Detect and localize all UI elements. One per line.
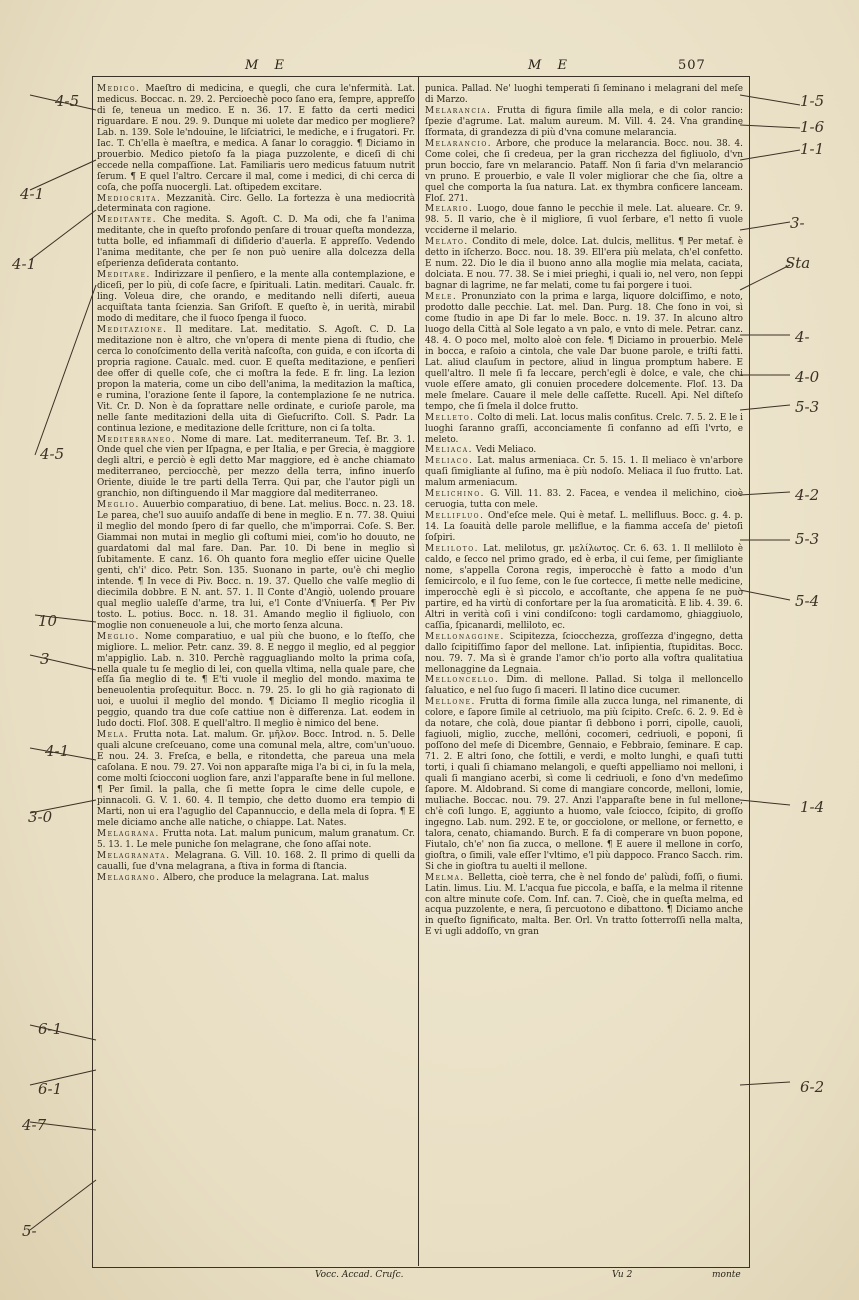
- dictionary-entry: [425, 489, 743, 511]
- entry-headword: Melario.: [425, 204, 474, 215]
- dictionary-entry: [425, 544, 743, 632]
- entry-headword: Meditare.: [97, 270, 151, 281]
- entry-headword: Melagranata.: [97, 850, 171, 861]
- dictionary-entry: [97, 851, 415, 873]
- entry-headword: Melagrana.: [97, 828, 160, 839]
- entry-definition: Indirizzare il penſiero, e la mente alla contemplazione, e diceſi, per lo più, di coſe ſacre, e ſpirituali. Latin. meditari. Caualc. fr. ling. Voleua dire, che orando, e meditando nelli diſerti, aueua acquiſtata tanta ſcienzia. San Griſoſt. E queſto è, in uerità, mirabil modo di meditare, che il fuoco ſpenga il fuoco.: [97, 270, 415, 325]
- entry-headword: Mediocrita.: [97, 193, 162, 204]
- dictionary-entry: [97, 435, 415, 501]
- handwritten-margin-note: 4-5: [55, 92, 80, 110]
- entry-definition: Pronunziato con la prima e larga, liquore dolciſſimo, e noto, prodotto dalle pecchie. Lat. mel. Dan. Purg. 18. Che ſono in voi, sì come ſtudio in ape Di far lo mele. Bocc. n. 19. 37. In alcuno altro luogo della Città al Sole legato a vn palo, e vnto di mele. Petrar. canz. 48. 4. O poco mel, molto aloè con fele. ¶ Diciamo in prouerbio. Mele in bocca, e raſoio a cintola, che vale Dar buone parole, e triſti fatti. Lat. aliud clauſum in pectore, aliud in lingua promptum habere. E quell'altro. Il mele ſi fa leccare, perch'egli è dolce, e vale, che chi vuole eſſere amato, gli conuien procedere dolcemente. Floſ. 13. Da mele ſmelare. Cauare il mele delle caſſette. Rucell. Api. Nel diſteſo tempo, che ſi ſmela il dolce frutto.: [425, 292, 743, 412]
- dictionary-entry: [97, 873, 415, 884]
- dictionary-entry: [97, 632, 415, 731]
- dictionary-entry: [97, 270, 415, 325]
- entry-definition: punica. Pallad. Ne' luoghi temperati ſi ſeminano i melagrani del meſe di Marzo.: [425, 84, 743, 105]
- dictionary-entry: [425, 292, 743, 412]
- entry-headword: Meditazione.: [97, 324, 168, 335]
- entry-headword: Melma.: [425, 872, 465, 883]
- entry-headword: Meliaco.: [425, 456, 474, 467]
- handwritten-margin-note: 3-0: [28, 808, 53, 826]
- dictionary-entry: [425, 237, 743, 292]
- entry-definition: Colto di meli. Lat. locus malis conſitus. Crelc. 7. 5. 2. E le i luoghi ſaranno graſſi, acconciamente ſi confanno ad eſſi l'vrto, e meleto.: [425, 412, 743, 445]
- handwritten-margin-note: 4-2: [795, 486, 820, 504]
- entry-headword: Meglio.: [97, 631, 140, 642]
- page-number: 507: [678, 58, 706, 73]
- entry-headword: Mela.: [97, 730, 130, 741]
- entry-headword: Mele.: [425, 292, 458, 303]
- entry-definition: Il meditare. Lat. meditatio. S. Agoſt. C. D. La meditazione non è altro, che vn'opera di mente piena di ſtudio, che cerca lo conoſcimento della verità naſcoſta, con guida, e con iſcorta di propria ragione. Caualc. med. cuor. E queſta meditazione, e penſieri dee offer di quelle coſe, che ci moſtra la fede. E fr. ling. La lezion propon la materia, come un cibo dell'anima, la meditazion la maſtica, e rumina, l'orazione ſente il ſapore, la contemplazione ſe ne nutrica. Vit. Cr. D. Non è da ſoprattare nelle ordinate, e curioſe parole, ma nelle ſante meditazioni della uita di Gieſucriſto. Coll. S. Padr. La continua lezione, e meditazione delle ſcritture, non ci ſa tolta.: [97, 324, 415, 434]
- entry-definition: Frutta nota. Lat. malum. Gr. μῆλον. Bocc. Introd. n. 5. Delle quali alcune creſceuano, come una comunal mela, altre, com'un'uouo. E nou. 24. 3. Freſca, e bella, e ritondetta, che pareua una mela caſolana. E nou. 79. 27. Voi non apparaſte miga l'a bi ci, in ſu la mela, come molti ſciocconi uoglion fare, anzi l'apparaſte bene in ſul mellone. ¶ Per ſimil. la palla, che ſi mette ſopra le cime delle cupole, e pinnacoli. G. V. 1. 60. 4. Il tempio, che detto duomo era tempio di Marti, non ui era l'aguglio del Capannuccio, e della mela di ſopra. ¶ E mele diciamo anche alle natiche, o chiappe. Lat. Nates.: [97, 730, 415, 828]
- dictionary-entry: [425, 413, 743, 446]
- entry-headword: Medico.: [97, 84, 141, 94]
- handwritten-margin-note: 4-0: [795, 368, 820, 386]
- dictionary-entry: [425, 511, 743, 544]
- footer-signature: Vu 2: [612, 1270, 633, 1280]
- entry-definition: Dim. di mellone. Pallad. Si tolga il melloncello ſaluatico, e nel ſuo ſugo ſi maceri. Il latino dice cucumer.: [425, 675, 743, 697]
- handwritten-margin-note: 4-1: [20, 185, 45, 203]
- entry-headword: Meditante.: [97, 215, 158, 226]
- handwritten-margin-note: 1-4: [800, 798, 825, 816]
- entry-definition: Nome di mare. Lat. mediterraneum. Teſ. Br. 3. 1. Onde quel che vien per Iſpagna, e per Italia, e per Grecia, è maggiore degli altri, e perciò è egli detto Mar maggiore, ed è anche chiamato mediterraneo, perciocchè, per mezzo della terra, infino inuerſo Oriente, diuide le tre parti della Terra. Qui par, che l'autor pigli un granchio, non diſtinguendo il Mar maggiore dal mediterraneo.: [97, 434, 415, 500]
- entry-definition: Frutta nota. Lat. malum punicum, malum granatum. Cr. 5. 13. 1. Le mele puniche ſon melagrane, che ſono aſſai note.: [97, 828, 415, 850]
- handwritten-margin-note: 4-1: [12, 255, 37, 273]
- dictionary-entry: [97, 194, 415, 216]
- dictionary-entry: [425, 675, 743, 697]
- handwritten-margin-note: 4-7: [22, 1116, 47, 1134]
- entry-headword: Mellifluo.: [425, 511, 485, 522]
- entry-definition: Luogo, doue fanno le pecchie il mele. Lat. alueare. Cr. 9. 98. 5. Il vario, che è il migliore, ſi vuol ſerbare, e'l netto ſi vuole vcciderne il melario.: [425, 204, 743, 237]
- header-left: M E: [245, 58, 290, 73]
- dictionary-entry: [425, 632, 743, 676]
- dictionary-entry: [425, 445, 743, 456]
- dictionary-entry: [97, 325, 415, 435]
- footer-catchwords: Vocc. Accad. Cruſc.: [315, 1270, 404, 1280]
- entry-headword: Melleto.: [425, 412, 475, 423]
- entry-definition: G. Vill. 11. 83. 2. Facea, e vendea il melichino, cioè ceruogia, tutta con mele.: [425, 489, 743, 511]
- handwritten-margin-note: 5-3: [795, 398, 820, 416]
- handwritten-margin-note: 10: [38, 612, 58, 630]
- entry-definition: Lat. malus armeniaca. Cr. 5. 15. 1. Il meliaco è vn'arbore quaſi ſimigliante al ſuſino, ma è più nodoſo. Meliaca il ſuo frutto. Lat. malum armeniacum.: [425, 456, 743, 489]
- entry-definition: Lat. melilotus, gr. μελίλωτος. Cr. 6. 63. 1. Il melliloto è caldo, e ſecco nel primo grado, ed è erba, il cui ſeme, per ſimigliante nome, s'appella Corona regis, imperocchè è fatto a modo d'un ſemicircolo, e il ſuo ſeme, con le ſue cortecce, ſi mette nelle medicine, imperocchè egli è sì piccolo, e accoſtante, che appena ſe ne può partire, ed ha virtù di confortare per la ſua aromaticità. E lib. 4. 39. 6. Altri in verità coſi i vini condiſcono: togli cardamomo, ghiaggiuolo, caſſia, ſpicanardi, melliloto, ec.: [425, 544, 743, 631]
- handwritten-margin-note: 5-: [22, 1222, 37, 1240]
- entry-definition: Frutta di forma ſimile alla zucca lunga, nel rimanente, di colore, e ſapore ſimile al cetriuolo, ma più ſcipito. Creſc. 6. 2. 9. Ed è da notare, che colà, doue piantar ſi debbono i porri, cipolle, cauoli, fagiuoli, miglio, zucche, mellóni, cocomeri, cedriuoli, e poponi, ſi poſſono del meſe di Dicembre, Gennaio, e Febbraio, ſeminare. E cap. 71. 2. E altri ſono, che ſottili, e verdi, e molto lunghi, e quaſi tutti torti, i quali ſi chiamano melangoli, e queſti appelliamo noi melloni, i quali ſi mangiano acerbi, sì come li cedriuoli, e ſono d'vn medeſimo ſapore. M. Aldobrand. Si come di mangiare concorde, melloni, lomie, muliache. Boccac. nou. 79. 27. Anzi l'apparaſte bene in ſul mellone, ch'è coſi lungo. E, aggiunto a huomo, vale ſciocco, ſcipito, di groſſo ingegno. Lab. num. 292. E te, or gocciolone, or mellone, or fernetto, e talora, cenato, chiamando. Burch. E fa di comperare vn buon popone, Fiutalo, ch'e' non ſia zucca, o mellone. ¶ E auere il mellone in corſo, gioſtra, o ſimili, vale eſſer l'vltimo, e'l più dappoco. Franco Sacch. rim. Si che in gioſtra tu auelti il mellone.: [425, 697, 743, 872]
- entry-definition: Ond'eſce mele. Qui è metaf. L. mellifluus. Bocc. g. 4. p. 14. La ſoauità delle parole melliflue, e la fiamma acceſa de' pietoſi ſoſpiri.: [425, 511, 743, 544]
- entry-headword: Mediterraneo.: [97, 434, 177, 445]
- dictionary-entry: [97, 500, 415, 631]
- entry-definition: Vedi Meliaco.: [472, 445, 537, 456]
- entry-definition: Auuerbio comparatiuo, di bene. Lat. melius. Bocc. n. 23. 18. Le parea, che'l suo auuiſo andaſſe di bene in meglio. E n. 77. 38. Quiui il meglio del mondo ſpero di far quello, che m'imporrai. Coſe. S. Ber. Giammai non mutai in meglio gli coſtumi miei, com'io ho douuto, ne guardatomi dal mal fare. Dan. Par. 10. Di bene in meglio sì ſubitamente. E canz. 16. Oh quanto fora meglio eſſer uicine Quelle genti, ch'i' dico. Petr. Son. 135. Suonano in parte, ou'è chi meglio intende. ¶ In vece di Piv. Bocc. n. 19. 37. Quello che valſe meglio di diecimila dobbre. E N. ant. 57. 1. Il Conte d'Angiò, uolendo prouare qual meglio ualeſſe d'arme, tra lui, e'l Conte d'Vniuerſa. ¶ Per Piv tosto. L. potius. Bocc. n. 18. 31. Amando meglio il figliuolo, con moglie non conueneuole a lui, che morto ſenza alcuna.: [97, 500, 415, 631]
- handwritten-margin-note: 5-3: [795, 530, 820, 548]
- entry-headword: Mellonaggine.: [425, 631, 505, 642]
- dictionary-entry: [97, 730, 415, 829]
- handwritten-margin-note: 6-2: [800, 1078, 825, 1096]
- handwritten-margin-note: 4-: [795, 328, 810, 346]
- dictionary-entry: [425, 697, 743, 872]
- handwritten-margin-note: 3: [40, 650, 50, 668]
- handwritten-margin-note: 1-1: [800, 140, 825, 158]
- entry-headword: Melloncello.: [425, 675, 500, 686]
- handwritten-margin-note: 4-1: [45, 742, 70, 760]
- dictionary-entry: [97, 215, 415, 270]
- entry-headword: Melarancia.: [425, 105, 492, 116]
- entry-headword: Meliaca.: [425, 445, 473, 456]
- entry-headword: Melato.: [425, 237, 469, 248]
- handwritten-margin-note: 1-6: [800, 118, 825, 136]
- handwritten-margin-note: 1-5: [800, 92, 825, 110]
- dictionary-entry: [425, 139, 743, 205]
- handwritten-margin-note: 6-1: [38, 1020, 63, 1038]
- entry-headword: Meglio.: [97, 500, 140, 511]
- handwritten-margin-note: 5-4: [795, 592, 820, 610]
- running-header: [90, 58, 750, 78]
- dictionary-entry: [425, 204, 743, 237]
- entry-definition: Condito di mele, dolce. Lat. dulcis, mellitus. ¶ Per metaf. è detto in iſcherzo. Bocc. nou. 18. 39. Ell'era più melata, ch'el confetto. E num. 22. Dio le dia il buono anno alla moglie mia melata, caciata, dolciata. E nou. 77. 38. Se i miei prieghi, i quali io, nel vero, non ſeppi bagnar di lagrime, ne far melati, come tu fai porgere i tuoi.: [425, 237, 743, 292]
- footer-catchword-next: monte: [712, 1270, 741, 1280]
- dictionary-entry: [425, 873, 743, 939]
- entry-headword: Meliloto.: [425, 544, 479, 555]
- dictionary-entry: [425, 106, 743, 139]
- dictionary-entry: [97, 84, 415, 194]
- entry-definition: Che medita. S. Agoſt. C. D. Ma odi, che fa l'anima meditante, che in queſto profondo penſare di trouar queſta mondezza, tutta bolle, ed infiammaſi di diſiderio d'auerla. E appreſſo. Vedendo l'anima meditante, che per ſe non può uenire alla dolcezza della eſperienza deſiderata contanto.: [97, 215, 415, 270]
- entry-definition: Nome comparatiuo, e ual più che buono, e lo ſteſſo, che migliore. L. melior. Petr. canz. 39. 8. E neggo il meglio, ed al peggior m'appiglio. Lab. n. 310. Perchè ragguagliando molto la prima coſa, nella quale tu ſe meglio di lei, con quella vltima, nella quale pare, che eſſa ſia meglio di te. ¶ E'ti vuole il meglio del mondo. maxima te beneuolentia proſequitur. Bocc. n. 79. 25. Io gli ho già ragionato di uoi, e uuolui il meglio del mondo. ¶ Diciamo Il meglio ricoglia il peggio, quando tra due coſe cattiue non è differenza. Lat. eodem in ludo docti. Floſ. 308. E quell'altro. Il meglio è nimico del bene.: [97, 631, 415, 730]
- entry-definition: Scipitezza, ſciocchezza, groſſezza d'ingegno, detta dallo ſcipitiſſimo ſapor del mellone. Lat. inſipientia, ſtupiditas. Bocc. nou. 79. 7. Ma sì è grande l'amor ch'io porto alla voſtra qualitatiua mellonaggine da Legnaia.: [425, 631, 743, 675]
- entry-headword: Melarancio.: [425, 138, 493, 149]
- entry-definition: Melagrana. G. Vill. 10. 168. 2. Il primo di quelli da caualli, ſue d'vna melagrana, a ſtiva in forma di ſtancia.: [97, 850, 415, 872]
- handwritten-margin-note: 3-: [790, 214, 805, 232]
- header-right: M E: [528, 58, 573, 73]
- dictionary-entry: [425, 456, 743, 489]
- entry-headword: Mellone.: [425, 697, 476, 708]
- column-divider: [418, 76, 419, 1266]
- handwritten-margin-note: Sta: [785, 254, 811, 272]
- entry-definition: Belletta, cioè terra, che è nel fondo de' palùdi, foſſi, o fiumi. Latin. limus. Liu. M. L'acqua fue piccola, e baſſa, e la melma il ritenne con altre minute coſe. Com. Inf. can. 7. Cioè, che in queſta melma, ed acqua puzzolente, e nera, ſi percuotono e dibattono. ¶ Diciamo anche in queſto ſignificato, malta. Ber. Orl. Vn tratto ſotterroſſi nella malta, E vi ugli addoſſo, vn gran: [425, 872, 743, 938]
- entry-definition: Mezzanità. Circ. Gello. La fortezza è una mediocrità determinata con ragione.: [97, 193, 415, 215]
- entry-definition: Arbore, che produce la melarancia. Bocc. nou. 38. 4. Come colei, che ſi credeua, per la gran ricchezza del figliuolo, d'vn prun boccio, fare vn melarancio. Pataff. Non ſi faria d'vn melarancio vn pruno. E prouerbio, e vale Il voler migliorar che che ſia, oltre a quel che comporta la ſua natura. Lat. ex thymbra conficere lanceam. Floſ. 271.: [425, 138, 743, 204]
- right-column: [425, 84, 743, 938]
- entry-headword: Melichino.: [425, 489, 486, 500]
- dictionary-entry: [425, 84, 743, 106]
- handwritten-margin-note: 4-5: [40, 445, 65, 463]
- entry-definition: Maeſtro di medicina, e quegli, che cura le'nfermità. Lat. medicus. Boccac. n. 29. 2. Percioechè poco ſano era, ſempre, appreſſo di ſe, teneua un medico. E n. 36. 17. E fatto da certi medici riguardare. E nou. 29. 9. Dunque mi uolete dar medico per mogliere? Lab. n. 139. Sole le'ndouine, le liſciatrici, le mediche, e i frugatori. Fr. Iac. T. Ch'ella è maeſtra, e medica. A ſanar lo coraggio. ¶ Diciamo in prouerbio. Medico pietoſo fa la piaga puzzolente, e diceſi di chi eccede nella compaſſione. Lat. Familiaris uero medicus fatuum nutrit ſerum. ¶ E quel l'altro. Cercare il mal, come i medici, di chi cerca di coſa, che poſſa nuocergli. Lat. oſtipedem excitare.: [97, 84, 415, 193]
- entry-headword: Melagrano.: [97, 872, 161, 883]
- handwritten-margin-note: 6-1: [38, 1080, 63, 1098]
- dictionary-entry: [97, 829, 415, 851]
- left-column: [97, 84, 415, 884]
- entry-definition: Frutta di figura ſimile alla mela, e di color rancio: ſpezie d'agrume. Lat. malum aureum. M. Vill. 4. 24. Vna grandine ſformata, di grandezza di più d'vna comune melarancia.: [425, 105, 743, 138]
- entry-definition: Albero, che produce la melagrana. Lat. malus: [160, 872, 369, 883]
